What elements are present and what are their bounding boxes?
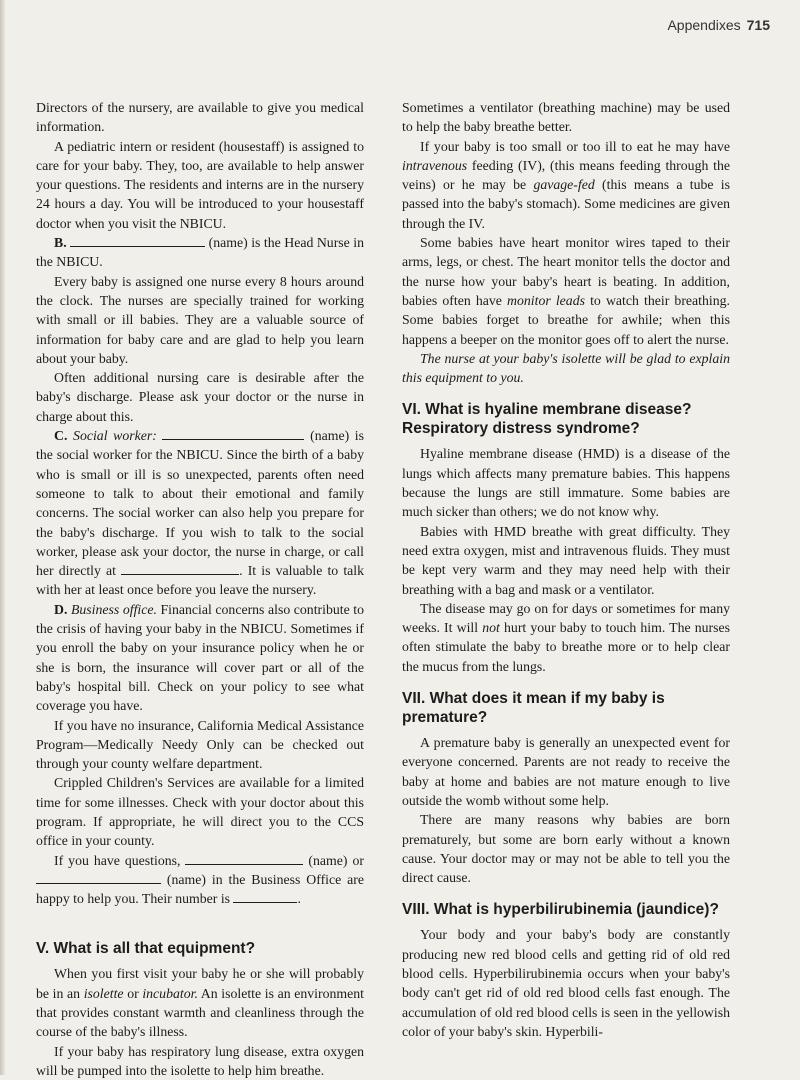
item-heading: Business office.	[70, 601, 157, 617]
paragraph: Your body and your baby's body are constantly producing new red blood cells and getting rid of old red blood cells. Hyperbilirubinemia occurs when your baby's body can't get rid of old red blood cells fast enough. The accumulation of old red blood cells is seen in the yellowish color of your baby's skin. Hyperbili-	[402, 927, 730, 1039]
item-c	[36, 426, 364, 600]
section-heading-vi: VI. What is hyaline membrane disease? Respiratory distress syndrome?	[402, 401, 692, 438]
fill-in-blank	[121, 563, 239, 575]
fill-in-blank	[162, 428, 304, 440]
left-column	[36, 98, 364, 1080]
fill-in-blank	[36, 872, 161, 884]
item-text: (name) is the social worker for the NBICU. Since the birth of a baby who is small or ill is so unexpected, parents often need someone to talk to about their emotional and family concerns. The social worker can also help you prepare for the baby's discharge. If you wish to talk to the social worker, please ask your doctor, the nurse in charge, or call her directly at	[36, 428, 364, 579]
running-header	[667, 17, 770, 33]
paragraph: A premature baby is generally an unexpected event for everyone concerned. Parents are not ready to receive the baby at home and babies are not mature enough to live outside the womb without some help.	[402, 735, 730, 808]
item-text: (name) is the Head Nurse in the NBICU.	[36, 235, 365, 270]
paragraph: Some babies have heart monitor wires taped to their arms, legs, or chest. The heart monitor tells the doctor and the nurse how your baby's heart is beating. In addition, babies often have monitor leads to watch their breathing. Some babies forget to breathe for awhile; when this happens a beeper on the monitor goes off to alert the nurse.	[402, 235, 730, 347]
item-label: C.	[54, 428, 68, 444]
paragraph: A pediatric intern or resident (housestaff) is assigned to care for your baby. They, too, are available to help answer your questions. The residents and interns are in the nursery 24 hours a day. You will be introduced to your housestaff doctor when you visit the NBICU.	[36, 138, 364, 231]
item-label: B.	[54, 235, 67, 251]
paragraph: Every baby is assigned one nurse every 8 hours around the clock. The nurses are specially trained for working with small or ill babies. They are a valuable source of information for baby care and are glad to help you learn about your baby.	[36, 273, 364, 366]
section-heading-v: V. What is all that equipment?	[36, 940, 256, 958]
paragraph: Hyaline membrane disease (HMD) is a disease of the lungs which affects many premature babies. This happens because the lungs are still immature. Some babies are much sicker than others; we do not know why.	[402, 446, 730, 520]
paragraph: There are many reasons why babies are born prematurely, but some are born early without a known cause. Your doctor may or may not be able to tell you the direct cause.	[402, 812, 730, 886]
paragraph: The disease may go on for days or sometimes for many weeks. It will not hurt your baby to touch him. The nurses often stimulate the baby to breathe more or to help clear the mucus from the lungs.	[402, 600, 731, 674]
header-section-title: Appendixes	[667, 17, 741, 33]
section-heading-vii: VII. What does it mean if my baby is premature?	[402, 690, 665, 727]
item-label: D.	[54, 601, 68, 617]
paragraph: The nurse at your baby's isolette will be glad to explain this equipment to you.	[402, 350, 730, 386]
page-spine-shadow	[0, 0, 6, 1075]
paragraph: When you first visit your baby he or she will probably be in an isolette or incubator. An isolette is an environment that provides constant warmth and cleanliness through the course of the baby's illness.	[36, 966, 364, 1040]
section-heading-viii: VIII. What is hyperbilirubinemia (jaundice)?	[402, 901, 719, 919]
fill-in-blank	[185, 853, 303, 865]
paragraph: Babies with HMD breathe with great difficulty. They need extra oxygen, mist and intravenous fluids. They must be kept very warm and they may need help with their breathing with a bag and mask or a ventilator.	[402, 523, 730, 597]
paragraph: Crippled Children's Services are available for a limited time for some illnesses. Check with your doctor about this program. If appropriate, he will direct you to the CCS office in your county.	[36, 775, 364, 849]
paragraph: If you have questions, (name) or (name) in the Business Office are happy to help you. Their number is .	[36, 852, 365, 907]
paragraph: If your baby has respiratory lung disease, extra oxygen will be pumped into the isolette to help him breathe.	[36, 1043, 364, 1078]
fill-in-blank	[70, 235, 205, 247]
paragraph: Sometimes a ventilator (breathing machine) may be used to help the baby breathe better.	[402, 100, 730, 135]
item-b	[36, 233, 364, 272]
item-text: . It is valuable to talk with her at least once before you leave the nursery.	[36, 563, 365, 598]
paragraph: If your baby is too small or too ill to eat he may have intravenous feeding (IV), (this means feeding through the veins) or he may be gavage-fed (this means a tube is passed into the baby's stomach). Some medicines are given through the IV.	[402, 138, 731, 231]
page-number: 715	[746, 17, 770, 33]
paragraph: Directors of the nursery, are available to give you medical information.	[36, 100, 364, 135]
item-text: Financial concerns also contribute to the crisis of having your baby in the NBICU. Sometimes if you enroll the baby on your insurance policy when he or she is born, the insurance will cover part or all of the baby's hospital bill. Check on your policy to see what coverage you have.	[36, 601, 364, 714]
paragraph: If you have no insurance, California Medical Assistance Program—Medically Needy Only can be checked out through your county welfare department.	[36, 717, 364, 772]
item-heading: Social worker:	[73, 428, 157, 444]
fill-in-blank	[233, 891, 297, 903]
paragraph: Often additional nursing care is desirable after the baby's discharge. Please ask your doctor or the nurse in charge about this.	[36, 370, 364, 424]
item-d	[36, 600, 364, 716]
right-column	[402, 98, 730, 1041]
